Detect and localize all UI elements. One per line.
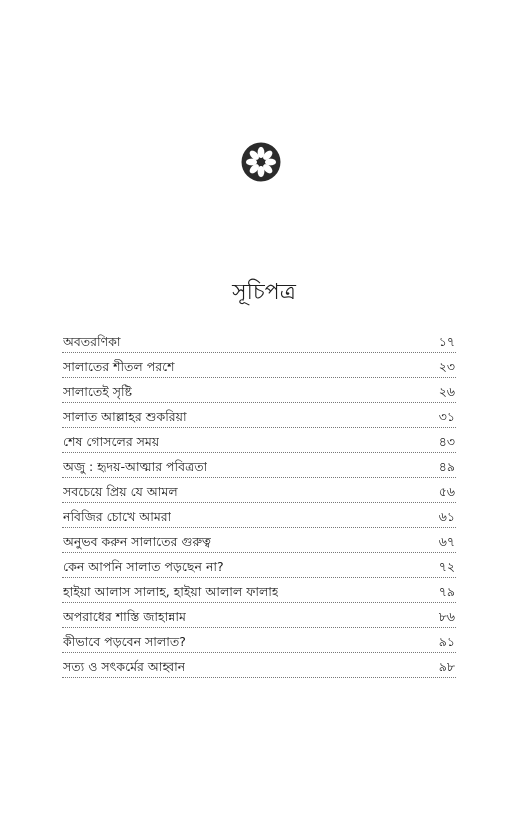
toc-entry[interactable]	[62, 503, 456, 528]
toc-entry[interactable]	[62, 578, 456, 603]
toc-entry-title: হাইয়া আলাস সালাহ, হাইয়া আলাল ফালাহ	[63, 584, 279, 599]
toc-entry[interactable]	[62, 353, 456, 378]
toc-entry-title: অবতরণিকা	[63, 334, 121, 349]
toc-entry-title: সালাতের শীতল পরশে	[63, 359, 175, 374]
toc-entry-page: ৬১	[438, 509, 455, 524]
toc-entry[interactable]	[62, 528, 456, 553]
toc-entry[interactable]	[62, 628, 456, 653]
page-title: সূচিপত্র	[232, 280, 296, 305]
toc-entry-page: ৬৭	[438, 534, 455, 549]
toc-entry-title: সত্য ও সৎকর্মের আহ্বান	[63, 659, 186, 674]
toc-entry-page: ৮৬	[438, 609, 455, 624]
toc-entry-title: অনুভব করুন সালাতের গুরুত্ব	[63, 534, 211, 549]
toc-entry[interactable]	[62, 428, 456, 453]
toc-entry[interactable]	[62, 653, 456, 678]
toc-entry-title: শেষ গোসলের সময়	[63, 434, 160, 449]
toc-entry-title: কীভাবে পড়বেন সালাত?	[63, 634, 186, 649]
toc-entry[interactable]	[62, 403, 456, 428]
toc-entry-title: অজু : হৃদয়-আত্মার পবিত্রতা	[63, 459, 208, 474]
toc-entry-title: সালাত আল্লাহর শুকরিয়া	[63, 409, 187, 424]
toc-entry-page: ৫৬	[438, 484, 455, 499]
toc-entry-title: সালাতেই সৃষ্টি	[63, 384, 133, 399]
toc-entry-page: ৭৯	[438, 584, 455, 599]
toc-entry-page: ২৩	[438, 359, 455, 374]
toc-entry[interactable]	[62, 603, 456, 628]
toc-entry[interactable]	[62, 328, 456, 353]
toc-entry-page: ২৬	[438, 384, 455, 399]
toc-entry-page: ৪৯	[438, 459, 455, 474]
toc-entry-page: ৭২	[438, 559, 455, 574]
toc-entry-title: সবচেয়ে প্রিয় যে আমল	[63, 484, 178, 499]
toc-entry[interactable]	[62, 453, 456, 478]
toc-entry[interactable]	[62, 478, 456, 503]
toc-entry-page: ৯১	[438, 634, 455, 649]
toc-entry-title: নবিজির চোখে আমরা	[63, 509, 172, 524]
toc-entry-page: ৯৮	[438, 659, 455, 674]
flower-ornament-icon	[240, 141, 282, 183]
table-of-contents	[62, 328, 456, 678]
toc-entry-title: অপরাধের শাস্তি জাহান্নাম	[63, 609, 186, 624]
toc-entry-title: কেন আপনি সালাত পড়ছেন না?	[63, 559, 224, 574]
toc-entry[interactable]	[62, 553, 456, 578]
toc-entry[interactable]	[62, 378, 456, 403]
toc-entry-page: ৩১	[438, 409, 455, 424]
toc-entry-page: ৪৩	[438, 434, 455, 449]
toc-entry-page: ১৭	[438, 334, 455, 349]
